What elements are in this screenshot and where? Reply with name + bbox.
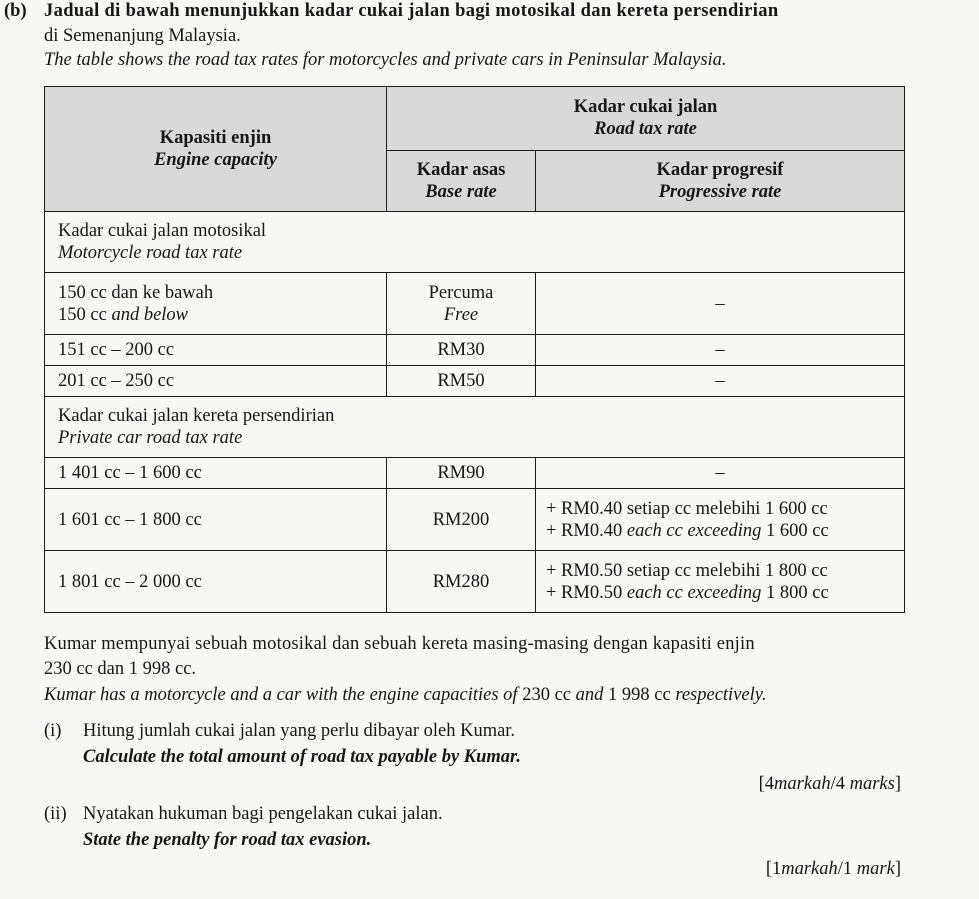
intro-line-ms-1: Jadual di bawah menunjukkan kadar cukai jalan bagi motosikal dan kereta persendirian xyxy=(44,1,779,21)
capacity-cell: 1 601 cc – 1 800 cc xyxy=(45,489,387,551)
base-rate-cell: RM200 xyxy=(387,489,536,551)
question-1-en: Calculate the total amount of road tax payable by Kumar. xyxy=(83,747,521,767)
table-row xyxy=(45,551,905,613)
header-road-tax-rate: Kadar cukai jalan Road tax rate xyxy=(387,87,905,151)
capacity-cell: 1 801 cc – 2 000 cc xyxy=(45,551,387,613)
capacity-cell: 1 401 cc – 1 600 cc xyxy=(45,458,387,489)
capacity-cell: 201 cc – 250 cc xyxy=(45,366,387,397)
table-row xyxy=(45,458,905,489)
progressive-rate-cell: + RM0.50 setiap cc melebihi 1 800 cc + RM0.50 each cc exceeding 1 800 cc xyxy=(536,551,905,613)
table-row xyxy=(45,335,905,366)
base-rate-cell: RM90 xyxy=(387,458,536,489)
base-rate-cell: RM50 xyxy=(387,366,536,397)
table-row xyxy=(45,273,905,335)
scenario-line-en: Kumar has a motorcycle and a car with the engine capacities of 230 cc and 1 998 cc respectively. xyxy=(44,685,767,705)
table-row xyxy=(45,489,905,551)
table-row xyxy=(45,366,905,397)
question-1-marks: [4markah/4 marks] xyxy=(758,774,901,794)
question-1-label: (i) xyxy=(44,721,62,741)
progressive-rate-cell: – xyxy=(536,273,905,335)
scenario-line-ms-1: Kumar mempunyai sebuah motosikal dan sebuah kereta masing-masing dengan kapasiti enjin xyxy=(44,634,755,654)
question-2-ms: Nyatakan hukuman bagi pengelakan cukai jalan. xyxy=(83,804,443,824)
question-2-label: (ii) xyxy=(44,804,67,824)
progressive-rate-cell: – xyxy=(536,458,905,489)
car-section-row: Kadar cukai jalan kereta persendirian Private car road tax rate xyxy=(45,397,905,458)
header-base-rate: Kadar asas Base rate xyxy=(387,150,536,212)
progressive-rate-cell: – xyxy=(536,335,905,366)
scenario-line-ms-2: 230 cc dan 1 998 cc. xyxy=(44,659,197,679)
road-tax-table xyxy=(44,86,905,613)
base-rate-cell: RM280 xyxy=(387,551,536,613)
base-rate-cell: RM30 xyxy=(387,335,536,366)
base-rate-cell: Percuma Free xyxy=(387,273,536,335)
header-progressive-rate: Kadar progresif Progressive rate xyxy=(536,150,905,212)
question-2-en: State the penalty for road tax evasion. xyxy=(83,830,372,850)
capacity-cell: 150 cc dan ke bawah 150 cc and below xyxy=(45,273,387,335)
intro-line-ms-2: di Semenanjung Malaysia. xyxy=(44,26,241,46)
progressive-rate-cell: – xyxy=(536,366,905,397)
progressive-rate-cell: + RM0.40 setiap cc melebihi 1 600 cc + RM0.40 each cc exceeding 1 600 cc xyxy=(536,489,905,551)
part-label: (b) xyxy=(4,1,27,21)
motorcycle-section-row: Kadar cukai jalan motosikal Motorcycle road tax rate xyxy=(45,212,905,273)
capacity-cell: 151 cc – 200 cc xyxy=(45,335,387,366)
header-engine-capacity: Kapasiti enjin Engine capacity xyxy=(45,87,387,212)
intro-line-en: The table shows the road tax rates for motorcycles and private cars in Peninsular Malaysia. xyxy=(44,50,727,70)
question-2-marks: [1markah/1 mark] xyxy=(765,859,901,879)
question-1-ms: Hitung jumlah cukai jalan yang perlu dibayar oleh Kumar. xyxy=(83,721,516,741)
